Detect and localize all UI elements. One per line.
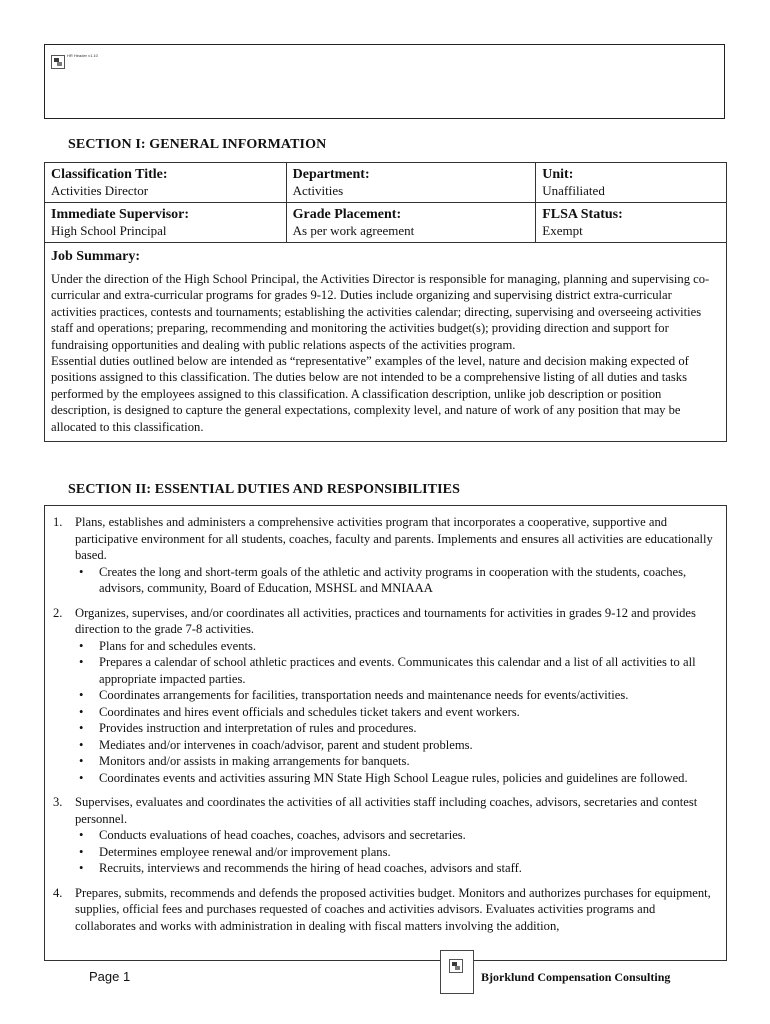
supervisor-value: High School Principal [51, 223, 167, 238]
page-number: Page 1 [89, 969, 131, 984]
bullet-item: • Plans for and schedules events. [99, 638, 718, 655]
unit-label: Unit: [542, 167, 574, 182]
bullet-item: • Monitors and/or assists in making arrangements for banquets. [99, 753, 718, 770]
unit-cell [536, 163, 727, 203]
classification-title-cell [45, 163, 287, 203]
supervisor-label: Immediate Supervisor: [51, 207, 190, 222]
duty-number: 4. [53, 885, 63, 900]
department-label: Department: [292, 167, 370, 182]
bullet-item: • Conducts evaluations of head coaches, coaches, advisors and secretaries. [99, 827, 718, 844]
flsa-status-cell [536, 203, 727, 243]
duty-item [53, 885, 718, 935]
header-box [44, 44, 725, 119]
bullet-item: • Coordinates arrangements for facilities, transportation needs and maintenance needs for events/activities. [99, 687, 718, 704]
classification-title-value: Activities Director [51, 183, 149, 198]
info-row-2 [45, 203, 727, 243]
info-row-1 [45, 163, 727, 203]
duty-text: Plans, establishes and administers a comprehensive activities program that incorporates a cooperative, supportive and participative environment for all students, coaches, faculty and parents. Implements and ensures all activities are educationally based. [75, 515, 713, 562]
department-value: Activities [292, 183, 344, 198]
bullet-item: • Provides instruction and interpretation of rules and procedures. [99, 720, 718, 737]
job-summary-cell [45, 243, 727, 442]
grade-placement-label: Grade Placement: [292, 207, 402, 222]
bullet-item: • Coordinates and hires event officials and schedules ticket takers and event workers. [99, 704, 718, 721]
bullet-item: • Recruits, interviews and recommends the hiring of head coaches, advisors and staff. [99, 860, 718, 877]
section-1-title: SECTION I: GENERAL INFORMATION [68, 137, 327, 152]
broken-image-icon [449, 959, 463, 973]
info-row-summary [45, 243, 727, 442]
bullet-item: • Determines employee renewal and/or improvement plans. [99, 844, 718, 861]
duty-item [53, 514, 718, 597]
duty-bullets [75, 564, 718, 597]
bullet-item: • Prepares a calendar of school athletic practices and events. Communicates this calendar and a list of all activities to all appropriate impacted parties. [99, 654, 718, 687]
header-tiny-text: HR Header v1.10 [67, 53, 98, 58]
duty-text: Supervises, evaluates and coordinates the activities of all activities staff including coaches, advisors, secretaries and contest personnel. [75, 795, 698, 826]
unit-value: Unaffiliated [542, 183, 605, 198]
duty-number: 2. [53, 605, 63, 620]
duty-number: 3. [53, 795, 63, 809]
grade-placement-value: As per work agreement [292, 223, 415, 238]
duty-text: Prepares, submits, recommends and defends the proposed activities budget. Monitors and authorizes purchases for equipment, supplies, official fees and purchases requested of coaches and activities advisors. Evaluates activities programs and collaborates and works with administration in dealing with fiscal matters involving the addition, [75, 885, 711, 933]
flsa-status-label: FLSA Status: [542, 207, 623, 222]
bullet-item: • Creates the long and short-term goals of the athletic and activity programs in cooperation with the students, coaches, advisors, community, Board of Education, MSHSL and MNIAAA [99, 564, 718, 597]
footer-logo [440, 950, 474, 994]
general-info-table [44, 162, 727, 442]
job-summary-paragraph-1: Under the direction of the High School Principal, the Activities Director is responsible for managing, planning and supervising co-curricular and extra-curricular programs for grades 9-12. Duties include organizing and supervising district extra-curricular activities practices, contests and tournaments; establishing the activities calendar; directing, supervising and overseeing activities staff and operations; preparing, recommending and monitoring the activities budget(s); providing direction and support for fundraising opportunities and dealing with public relations aspects of the activities program. [51, 272, 710, 352]
grade-placement-cell [286, 203, 536, 243]
duty-bullets [75, 638, 718, 787]
section-2-title: SECTION II: ESSENTIAL DUTIES AND RESPONSIBILITIES [68, 482, 460, 497]
duty-item [53, 605, 718, 787]
job-summary-label: Job Summary: [51, 249, 141, 264]
flsa-status-value: Exempt [542, 223, 583, 238]
bullet-item: • Coordinates events and activities assuring MN State High School League rules, policies and guidelines are followed. [99, 770, 718, 787]
classification-title-label: Classification Title: [51, 167, 168, 182]
duty-text: Organizes, supervises, and/or coordinates all activities, practices and tournaments for activities in grades 9-12 and provides direction to the grade 7-8 activities. [75, 605, 696, 636]
broken-image-icon [51, 55, 65, 69]
duty-bullets [75, 827, 718, 877]
duties-list [44, 505, 727, 961]
job-summary-paragraph-2: Essential duties outlined below are intended as “representative” examples of the level, nature and decision making expected of positions assigned to this classification. The duties below are not intended to be a comprehensive listing of all duties and tasks performed by the employees assigned to this classification. A classification description, unlike job description or position description, is designed to capture the general expectations, complexity level, and nature of work of any position that may be allocated to this classification. [51, 354, 689, 434]
supervisor-cell [45, 203, 287, 243]
duty-item [53, 794, 718, 877]
firm-name: Bjorklund Compensation Consulting [481, 970, 671, 984]
duty-number: 1. [53, 515, 63, 529]
bullet-item: • Mediates and/or intervenes in coach/advisor, parent and student problems. [99, 737, 718, 754]
department-cell [286, 163, 536, 203]
